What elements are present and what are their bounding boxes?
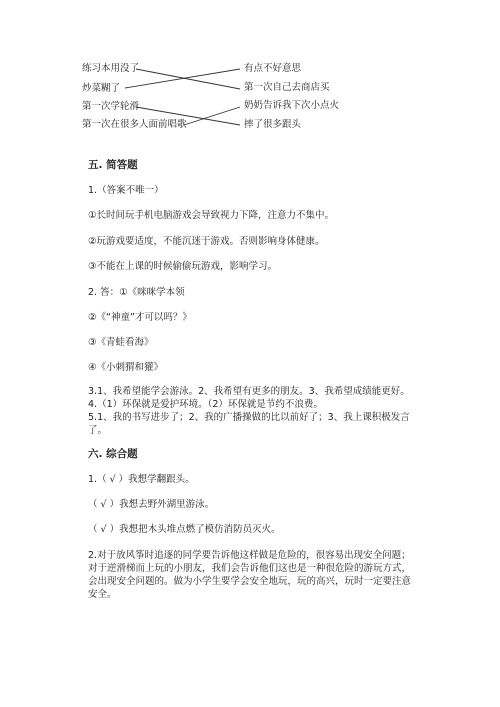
s5-q1-item-1: ①长时间玩手机电脑游戏会导致视力下降，注意力不集中。 (88, 210, 335, 221)
match-left-1: 练习本用没了 (82, 63, 140, 74)
s5-q2-item-1: ②《“神童”才可以吗？》 (88, 312, 192, 323)
match-left-4: 第一次在很多人面前唱歌 (82, 119, 187, 130)
match-line-2 (125, 69, 240, 88)
match-right-3: 奶奶告诉我下次小点火 (244, 100, 340, 111)
s5-q1-item-2: ②玩游戏要适度，不能沉迷于游戏。否则影响身体健康。 (88, 236, 325, 247)
s5-q5: 5.1、我的书写进步了；2、我的广播操做的比以前好了；3、我上课积极发言了。 (88, 412, 410, 436)
s5-q1-item-3: ③不能在上课的时候偷偷玩游戏，影响学习。 (88, 261, 278, 272)
match-line-4 (184, 107, 240, 125)
match-right-1: 有点不好意思 (244, 63, 302, 74)
section-6-title: 六. 综合题 (88, 448, 138, 460)
match-right-2: 第一次自己去商店买 (244, 82, 330, 93)
s6-q1-item-2: （ √ ）我想去野外湖里游泳。 (88, 499, 215, 510)
match-line-3 (136, 107, 240, 125)
s5-q2-label: 2. 答：①《咪咪学本领 (88, 287, 185, 298)
s6-q2: 2.对于放风筝时追逐的同学要告诉他这样做是危险的，很容易出现安全问题；对于逆滑梯而上玩的小朋友，我们会告诉他们这也是一种很危险的游玩方式，会出现安全问题的。做为小学生要学会安全地玩，玩的高兴，玩时一定要注意安全。 (88, 550, 412, 600)
match-left-2: 炒菜糊了 (82, 83, 121, 94)
s5-q2-item-2: ③《青蛙看海》 (88, 337, 154, 348)
s5-q4: 4.（1）环保就是爱护环境。（2）环保就是节约不浪费。 (88, 399, 323, 410)
s6-q1-item-1: 1.（ √ ）我想学翻跟头。 (88, 474, 195, 485)
match-left-3: 第一次学轮滑 (82, 101, 140, 112)
s6-q1-item-3: （ √ ）我想把木头堆点燃了模仿消防员灭火。 (88, 524, 281, 535)
match-right-4: 摔了很多跟头 (244, 119, 302, 130)
s5-q2-item-3: ④《小刺猬和獾》 (88, 362, 164, 373)
s5-q1-label: 1.（答案不唯一） (88, 185, 164, 196)
section-5-title: 五. 简答题 (88, 159, 138, 171)
s5-q3: 3.1、我希望能学会游泳。2、我希望有更多的朋友。3、我希望成绩能更好。 (88, 386, 410, 397)
